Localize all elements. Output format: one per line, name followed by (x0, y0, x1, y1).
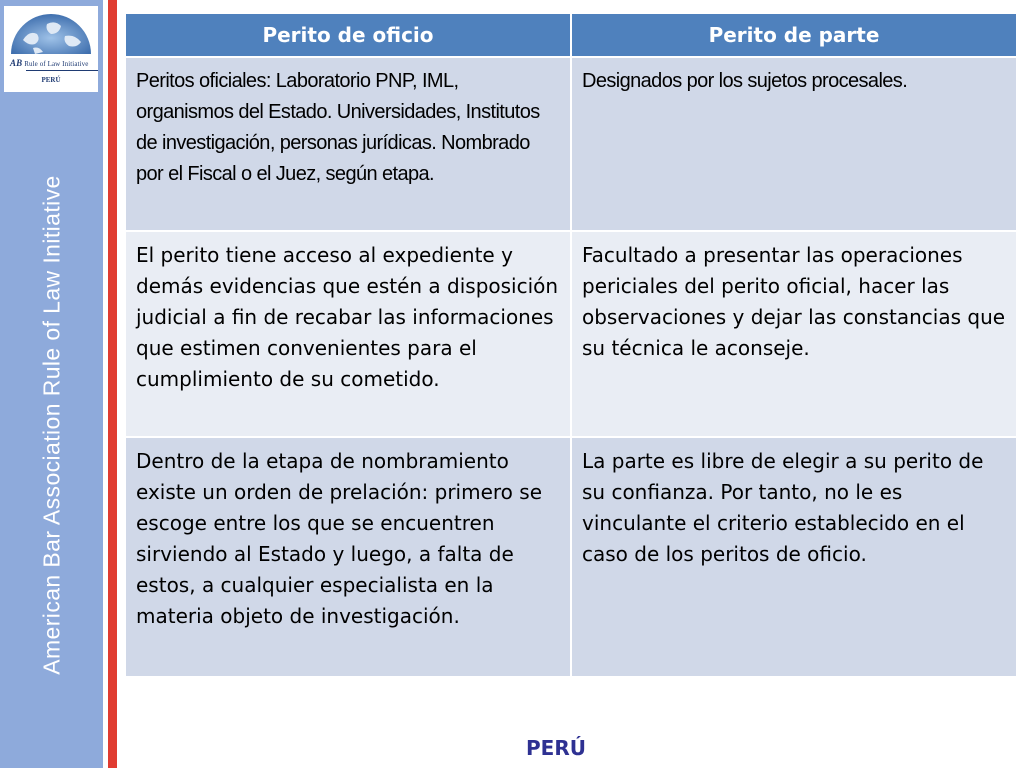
cell-oficio-precedence: Dentro de la etapa de nombramiento existe un orden de prelación: primero se escoge entre los que se encuentren sirviendo al Estado y luego, a falta de estos, a cualquier especialista en la materia objeto de investigación. (125, 437, 571, 677)
logo-country: PERÚ (41, 76, 61, 84)
table-row (125, 231, 1017, 437)
sidebar (0, 0, 103, 768)
logo-text: Rule of Law Initiative (24, 60, 89, 68)
header-perito-de-parte: Perito de parte (571, 13, 1017, 57)
cell-oficio-access: El perito tiene acceso al expediente y demás evidencias que estén a disposición judicial a fin de recabar las informaciones que estimen convenientes para el cumplimiento de su cometido. (125, 231, 571, 437)
sidebar-divider-red (108, 0, 117, 768)
logo-initials: AB (10, 58, 23, 68)
cell-parte-free-choice: La parte es libre de elegir a su perito de su confianza. Por tanto, no le es vinculante el criterio establecido en el caso de los peritos de oficio. (571, 437, 1017, 677)
header-perito-de-oficio: Perito de oficio (125, 13, 571, 57)
cell-oficio-appointment: Peritos oficiales: Laboratorio PNP, IML, organismos del Estado. Universidades, Institutos de investigación, personas jurídicas. Nombrado por el Fiscal o el Juez, según etapa. (125, 57, 571, 231)
cell-parte-appointment: Designados por los sujetos procesales. (571, 57, 1017, 231)
table-row (125, 437, 1017, 677)
comparison-table (124, 12, 1018, 678)
vertical-org-title: American Bar Association Rule of Law Initiative (38, 175, 65, 675)
table-row (125, 57, 1017, 231)
aba-rol-logo (4, 6, 98, 92)
cell-parte-faculties: Facultado a presentar las operaciones periciales del perito oficial, hacer las observaciones y dejar las constancias que su técnica le aconseje. (571, 231, 1017, 437)
globe-icon (9, 10, 93, 56)
footer-country: PERÚ (526, 736, 586, 760)
logo-divider (26, 70, 98, 71)
table-header-row (125, 13, 1017, 57)
